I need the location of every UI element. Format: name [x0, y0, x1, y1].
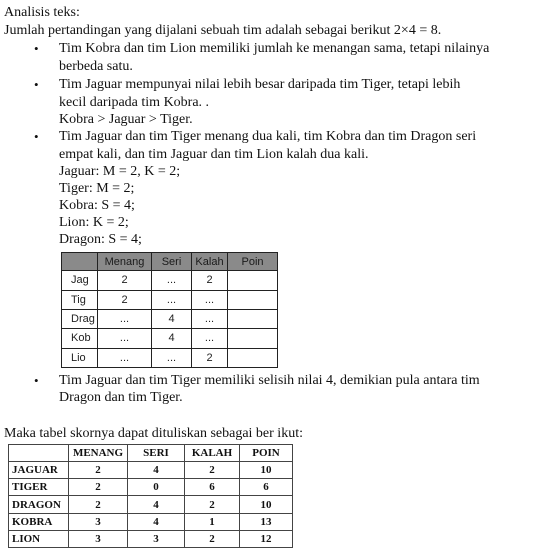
table-cell — [228, 329, 278, 348]
table-cell: 3 — [69, 513, 128, 530]
table-header-row — [62, 253, 278, 271]
table-cell: ... — [192, 309, 228, 328]
table-cell: 2 — [192, 271, 228, 290]
table-row — [62, 271, 278, 290]
header-cell — [9, 445, 69, 462]
bullet3-line1: Tim Jaguar dan tim Tiger menang dua kali, tim Kobra dan tim Dragon seri — [59, 129, 477, 144]
table-cell: 4 — [152, 329, 192, 348]
table-cell: 1 — [185, 513, 240, 530]
table-cell: 4 — [128, 513, 185, 530]
table-cell: ... — [98, 348, 152, 367]
table-cell: 6 — [185, 479, 240, 496]
table-row — [9, 530, 293, 547]
table-cell: ... — [192, 290, 228, 309]
table-cell — [228, 271, 278, 290]
table-cell: ... — [152, 348, 192, 367]
table-cell: 4 — [128, 462, 185, 479]
header-cell: SERI — [128, 445, 185, 462]
table-cell: ... — [98, 329, 152, 348]
table-cell: 0 — [128, 479, 185, 496]
header-cell: MENANG — [69, 445, 128, 462]
team-cell: Kob — [62, 329, 98, 348]
table-cell: ... — [152, 271, 192, 290]
equation-tiger: Tiger: M = 2; — [59, 181, 135, 196]
closing-text: Maka tabel skornya dapat dituliskan sebagai ber ikut: — [4, 426, 303, 441]
table-cell: 4 — [152, 309, 192, 328]
team-cell: KOBRA — [9, 513, 69, 530]
bullet2-line3: Kobra > Jaguar > Tiger. — [59, 112, 193, 127]
bullet1-line2: berbeda satu. — [59, 59, 133, 74]
table-cell: 10 — [240, 496, 293, 513]
table-cell: 2 — [192, 348, 228, 367]
header-cell: KALAH — [185, 445, 240, 462]
table-cell: 2 — [98, 290, 152, 309]
bullet4-line1: Tim Jaguar dan tim Tiger memiliki selisih nilai 4, demikian pula antara tim — [59, 373, 480, 388]
table-cell — [228, 290, 278, 309]
table-cell: 10 — [240, 462, 293, 479]
table-cell: 2 — [69, 496, 128, 513]
table-row — [62, 348, 278, 367]
table-row — [9, 513, 293, 530]
header-cell: POIN — [240, 445, 293, 462]
table-cell — [228, 348, 278, 367]
header-cell: Kalah — [192, 253, 228, 271]
team-cell: Jag — [62, 271, 98, 290]
team-cell: LION — [9, 530, 69, 547]
intro-text: Jumlah pertandingan yang dijalani sebuah tim adalah sebagai berikut 2×4 = 8. — [4, 23, 442, 38]
bullet4-line2: Dragon dan tim Tiger. — [59, 390, 183, 405]
table-cell: ... — [192, 329, 228, 348]
team-cell: Lio — [62, 348, 98, 367]
table-header-row — [9, 445, 293, 462]
table-row — [62, 290, 278, 309]
table-cell: 13 — [240, 513, 293, 530]
bullet2-line2: kecil daripada tim Kobra. . — [59, 95, 210, 110]
table-cell: 3 — [128, 530, 185, 547]
team-cell: DRAGON — [9, 496, 69, 513]
table-row — [62, 329, 278, 348]
team-cell: TIGER — [9, 479, 69, 496]
equation-lion: Lion: K = 2; — [59, 215, 129, 230]
table-cell: ... — [98, 309, 152, 328]
table-row — [62, 309, 278, 328]
bullet-dot: • — [34, 129, 39, 144]
bullet-dot: • — [34, 373, 39, 388]
team-cell: JAGUAR — [9, 462, 69, 479]
header-cell: Seri — [152, 253, 192, 271]
header-cell — [62, 253, 98, 271]
partial-score-table — [61, 252, 278, 368]
table-cell: ... — [152, 290, 192, 309]
table-cell: 2 — [185, 530, 240, 547]
bullet-dot: • — [34, 41, 39, 56]
bullet-dot: • — [34, 77, 39, 92]
table-row — [9, 479, 293, 496]
table-cell: 3 — [69, 530, 128, 547]
table-cell: 2 — [69, 479, 128, 496]
table-row — [9, 496, 293, 513]
table-cell: 2 — [69, 462, 128, 479]
bullet1-line1: Tim Kobra dan tim Lion memiliki jumlah ke menangan sama, tetapi nilainya — [59, 41, 490, 56]
final-score-table — [8, 444, 293, 548]
table-cell: 6 — [240, 479, 293, 496]
team-cell: Tig — [62, 290, 98, 309]
table-cell: 4 — [128, 496, 185, 513]
equation-kobra: Kobra: S = 4; — [59, 198, 135, 213]
heading: Analisis teks: — [4, 5, 80, 20]
table-cell: 2 — [98, 271, 152, 290]
table-row — [9, 462, 293, 479]
bullet2-line1: Tim Jaguar mempunyai nilai lebih besar daripada tim Tiger, tetapi lebih — [59, 77, 461, 92]
table-cell: 12 — [240, 530, 293, 547]
equation-dragon: Dragon: S = 4; — [59, 232, 142, 247]
table-cell: 2 — [185, 462, 240, 479]
team-cell: Drag — [62, 309, 98, 328]
header-cell: Menang — [98, 253, 152, 271]
header-cell: Poin — [228, 253, 278, 271]
equation-jaguar: Jaguar: M = 2, K = 2; — [59, 164, 181, 179]
table-cell — [228, 309, 278, 328]
table-cell: 2 — [185, 496, 240, 513]
bullet3-line2: empat kali, dan tim Jaguar dan tim Lion kalah dua kali. — [59, 147, 369, 162]
